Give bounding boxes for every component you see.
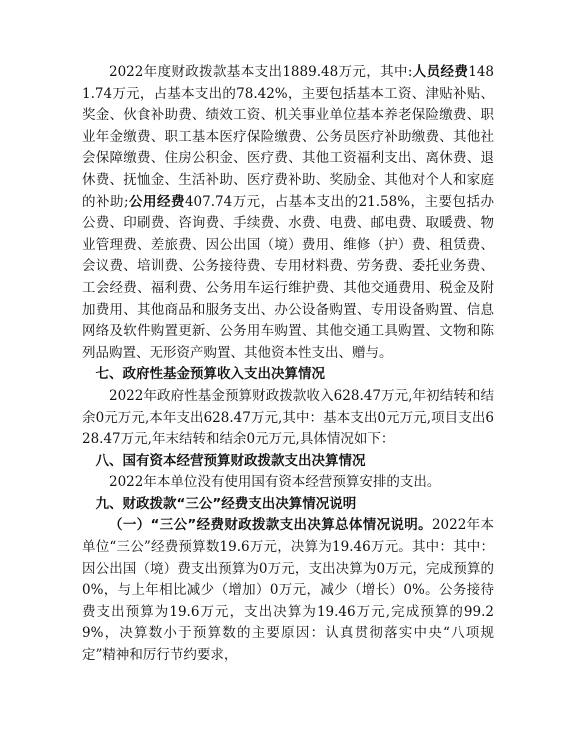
public-expense-label: 公用经费 xyxy=(128,193,185,210)
basic-expenditure-paragraph xyxy=(82,62,494,364)
section-7-heading: 七、政府性基金预算收入支出决算情况 xyxy=(95,366,325,383)
section-9-body xyxy=(82,515,494,666)
section-7-body: 2022年政府性基金预算财政拨款收入628.47万元,年初结转和结余0元万元,本年支出628.47万元,其中：基本支出0元万元,项目支出628.47万元,年末结转和结余0元万元,具体情况如下： xyxy=(82,387,494,448)
paragraph-text: 407.74万元，占基本支出的21.58%，主要包括办公费、印刷费、咨询费、手续费、水费、电费、邮电费、取暖费、物业管理费、差旅费、因公出国（境）费用、维修（护）费、租赁费、会议费、培训费、公务接待费、专用材料费、劳务费、委托业务费、工会经费、福利费、公务用车运行维护费、其他交通费用、税金及附加费用、其他商品和服务支出、办公设备购置、专用设备购置、信息网络及软件购置更新、公务用车购置、其他交通工具购置、文物和陈列品购置、无形资产购置、其他资本性支出、赠与。 xyxy=(82,193,494,361)
document-page xyxy=(82,62,494,667)
section-8-body: 2022年本单位没有使用国有资本经营预算安排的支出。 xyxy=(109,474,441,491)
section-9-subheading: （一）“三公”经费财政拨款支出决算总体情况说明。 xyxy=(109,517,432,534)
section-9-heading: 九、财政拨款“三公”经费支出决算情况说明 xyxy=(95,495,357,512)
personnel-expense-label: 人员经费 xyxy=(412,64,469,80)
paragraph-text: 2022年度财政拨款基本支出1889.48万元，其中: xyxy=(109,64,413,80)
paragraph-text: 2022年本单位“三公”经费预算数19.6万元，决算为19.46万元。其中：其中：因公出国（境）费支出预算为0万元，支出决算为0万元，完成预算的0%，与上年相比减少（增加）0万元，减少（增长）0%。公务接待费支出预算为19.6万元，支出决算为19.46万元,完成预算的99.29%，决算数小于预算数的主要原因：认真贯彻落实中央“八项规定”精神和厉行节约要求， xyxy=(82,517,494,664)
paragraph-text: 1481.74万元，占基本支出的78.42%，主要包括基本工资、津贴补贴、奖金、伙食补助费、绩效工资、机关事业单位基本养老保险缴费、职业年金缴费、职工基本医疗保险缴费、公务员医疗补助缴费、其他社会保障缴费、住房公积金、医疗费、其他工资福利支出、离休费、退休费、抚恤金、生活补助、医疗费补助、奖励金、其他对个人和家庭的补助; xyxy=(82,64,495,210)
section-8-heading: 八、国有资本经营预算财政拨款支出决算情况 xyxy=(95,452,366,469)
